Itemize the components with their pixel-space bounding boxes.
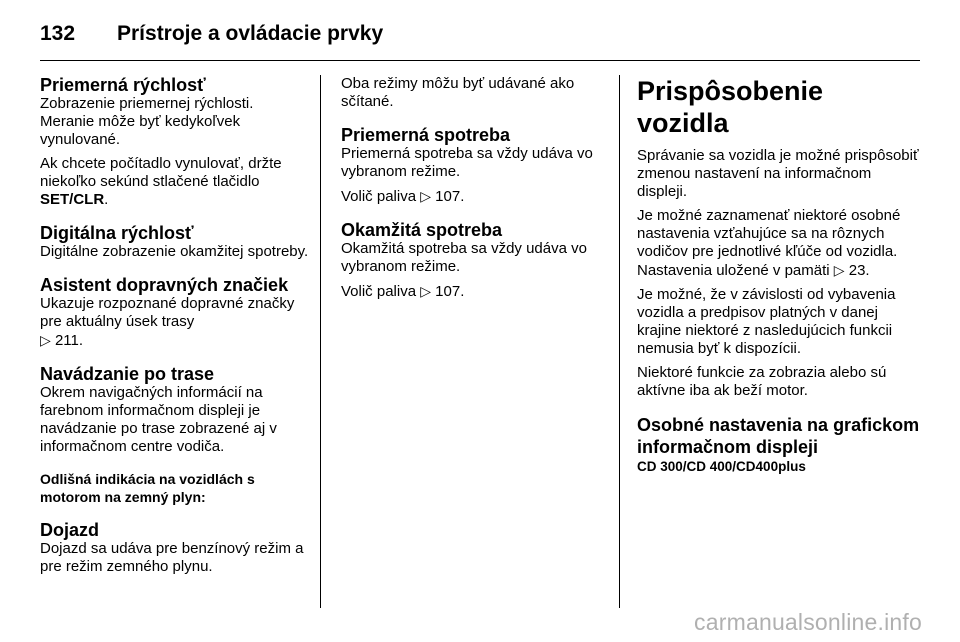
model-subheading: CD 300/CD 400/CD400plus (637, 459, 806, 474)
section-heading-digital-speed: Digitálna rýchlosť (40, 223, 194, 243)
paragraph: Ak chcete počítadlo vynulovať, držte niekoľko sekúnd stlačené tlačidlo SET/CLR. (40, 155, 282, 208)
triangle-reference-icon: ▷ (833, 262, 845, 278)
paragraph: Okamžitá spotreba sa vždy udáva vo vybranom režime. (341, 240, 587, 275)
page-header (40, 16, 920, 61)
paragraph: Ukazuje rozpoznané dopravné značky pre aktuálny úsek trasy ▷ 211. (40, 295, 295, 349)
paragraph: Okrem navigačných informácií na farebnom informačnom displeji je navádzanie po trase zobrazené aj v informačnom centre vodiča. (40, 384, 277, 455)
triangle-reference-icon: ▷ (40, 332, 51, 348)
paragraph: Je možné zaznamenať niektoré osobné nastavenia vzťahujúce sa na rôznych vodičov pre jednotlivé kľúče od vozidla. Nastavenia uložené v pamäti ▷ 23. (637, 207, 901, 279)
page-reference-link[interactable]: 107. (435, 188, 465, 205)
section-heading-personal-settings: Osobné nastavenia na grafickom informačnom displeji (637, 415, 920, 457)
section-heading-range: Dojazd (40, 520, 100, 540)
paragraph: Oba režimy môžu byť udávané ako sčítané. (341, 75, 575, 110)
section-heading-route-guidance: Navádzanie po trase (40, 364, 215, 384)
column-2 (341, 75, 611, 307)
paragraph: Dojazd sa udáva pre benzínový režim a pre režim zemného plynu. (40, 540, 304, 575)
paragraph: Volič paliva ▷ 107. (341, 188, 465, 205)
page-title: Prístroje a ovládacie prvky (117, 22, 384, 45)
section-heading-traffic-sign-assistant: Asistent dopravných značiek (40, 275, 289, 295)
paragraph: Je možné, že v závislosti od vybavenia vozidla a predpisov platných v danej krajine niektoré z nasledujúcich funkcii nemusia byť k dispozícii. (637, 286, 896, 357)
column-1 (40, 75, 310, 582)
paragraph: Volič paliva ▷ 107. (341, 283, 465, 300)
page-number: 132 (40, 22, 76, 45)
column-divider-2 (619, 75, 620, 608)
paragraph: Digitálne zobrazenie okamžitej spotreby. (40, 243, 309, 260)
paragraph: Správanie sa vozidla je možné prispôsobiť zmenou nastavení na informačnom displeji. (637, 147, 919, 200)
triangle-reference-icon: ▷ (420, 283, 431, 299)
section-heading-cng-indication: Odlišná indikácia na vozidlách s motorom na zemný plyn: (40, 471, 255, 505)
page-reference-link[interactable]: 107. (435, 283, 465, 300)
column-divider-1 (320, 75, 321, 608)
column-3 (637, 75, 920, 494)
paragraph: Priemerná spotreba sa vždy udáva vo vybranom režime. (341, 145, 593, 180)
triangle-reference-icon: ▷ (420, 188, 431, 204)
button-name-set-clr: SET/CLR (40, 191, 105, 208)
chapter-heading-vehicle-personalisation: Prispôsobenie vozidla (637, 76, 824, 138)
page-reference-link[interactable]: 23. (848, 262, 870, 279)
paragraph: Niektoré funkcie za zobrazia alebo sú aktívne iba ak beží motor. (637, 364, 887, 399)
watermark: carmanualsonline.info (694, 609, 922, 635)
page-reference-link[interactable]: 211. (54, 332, 84, 349)
section-heading-instant-consumption: Okamžitá spotreba (341, 220, 503, 240)
paragraph: Zobrazenie priemernej rýchlosti. Meranie môže byť kedykoľvek vynulované. (40, 95, 254, 148)
section-heading-average-consumption: Priemerná spotreba (341, 125, 511, 145)
section-heading-average-speed: Priemerná rýchlosť (40, 75, 206, 95)
